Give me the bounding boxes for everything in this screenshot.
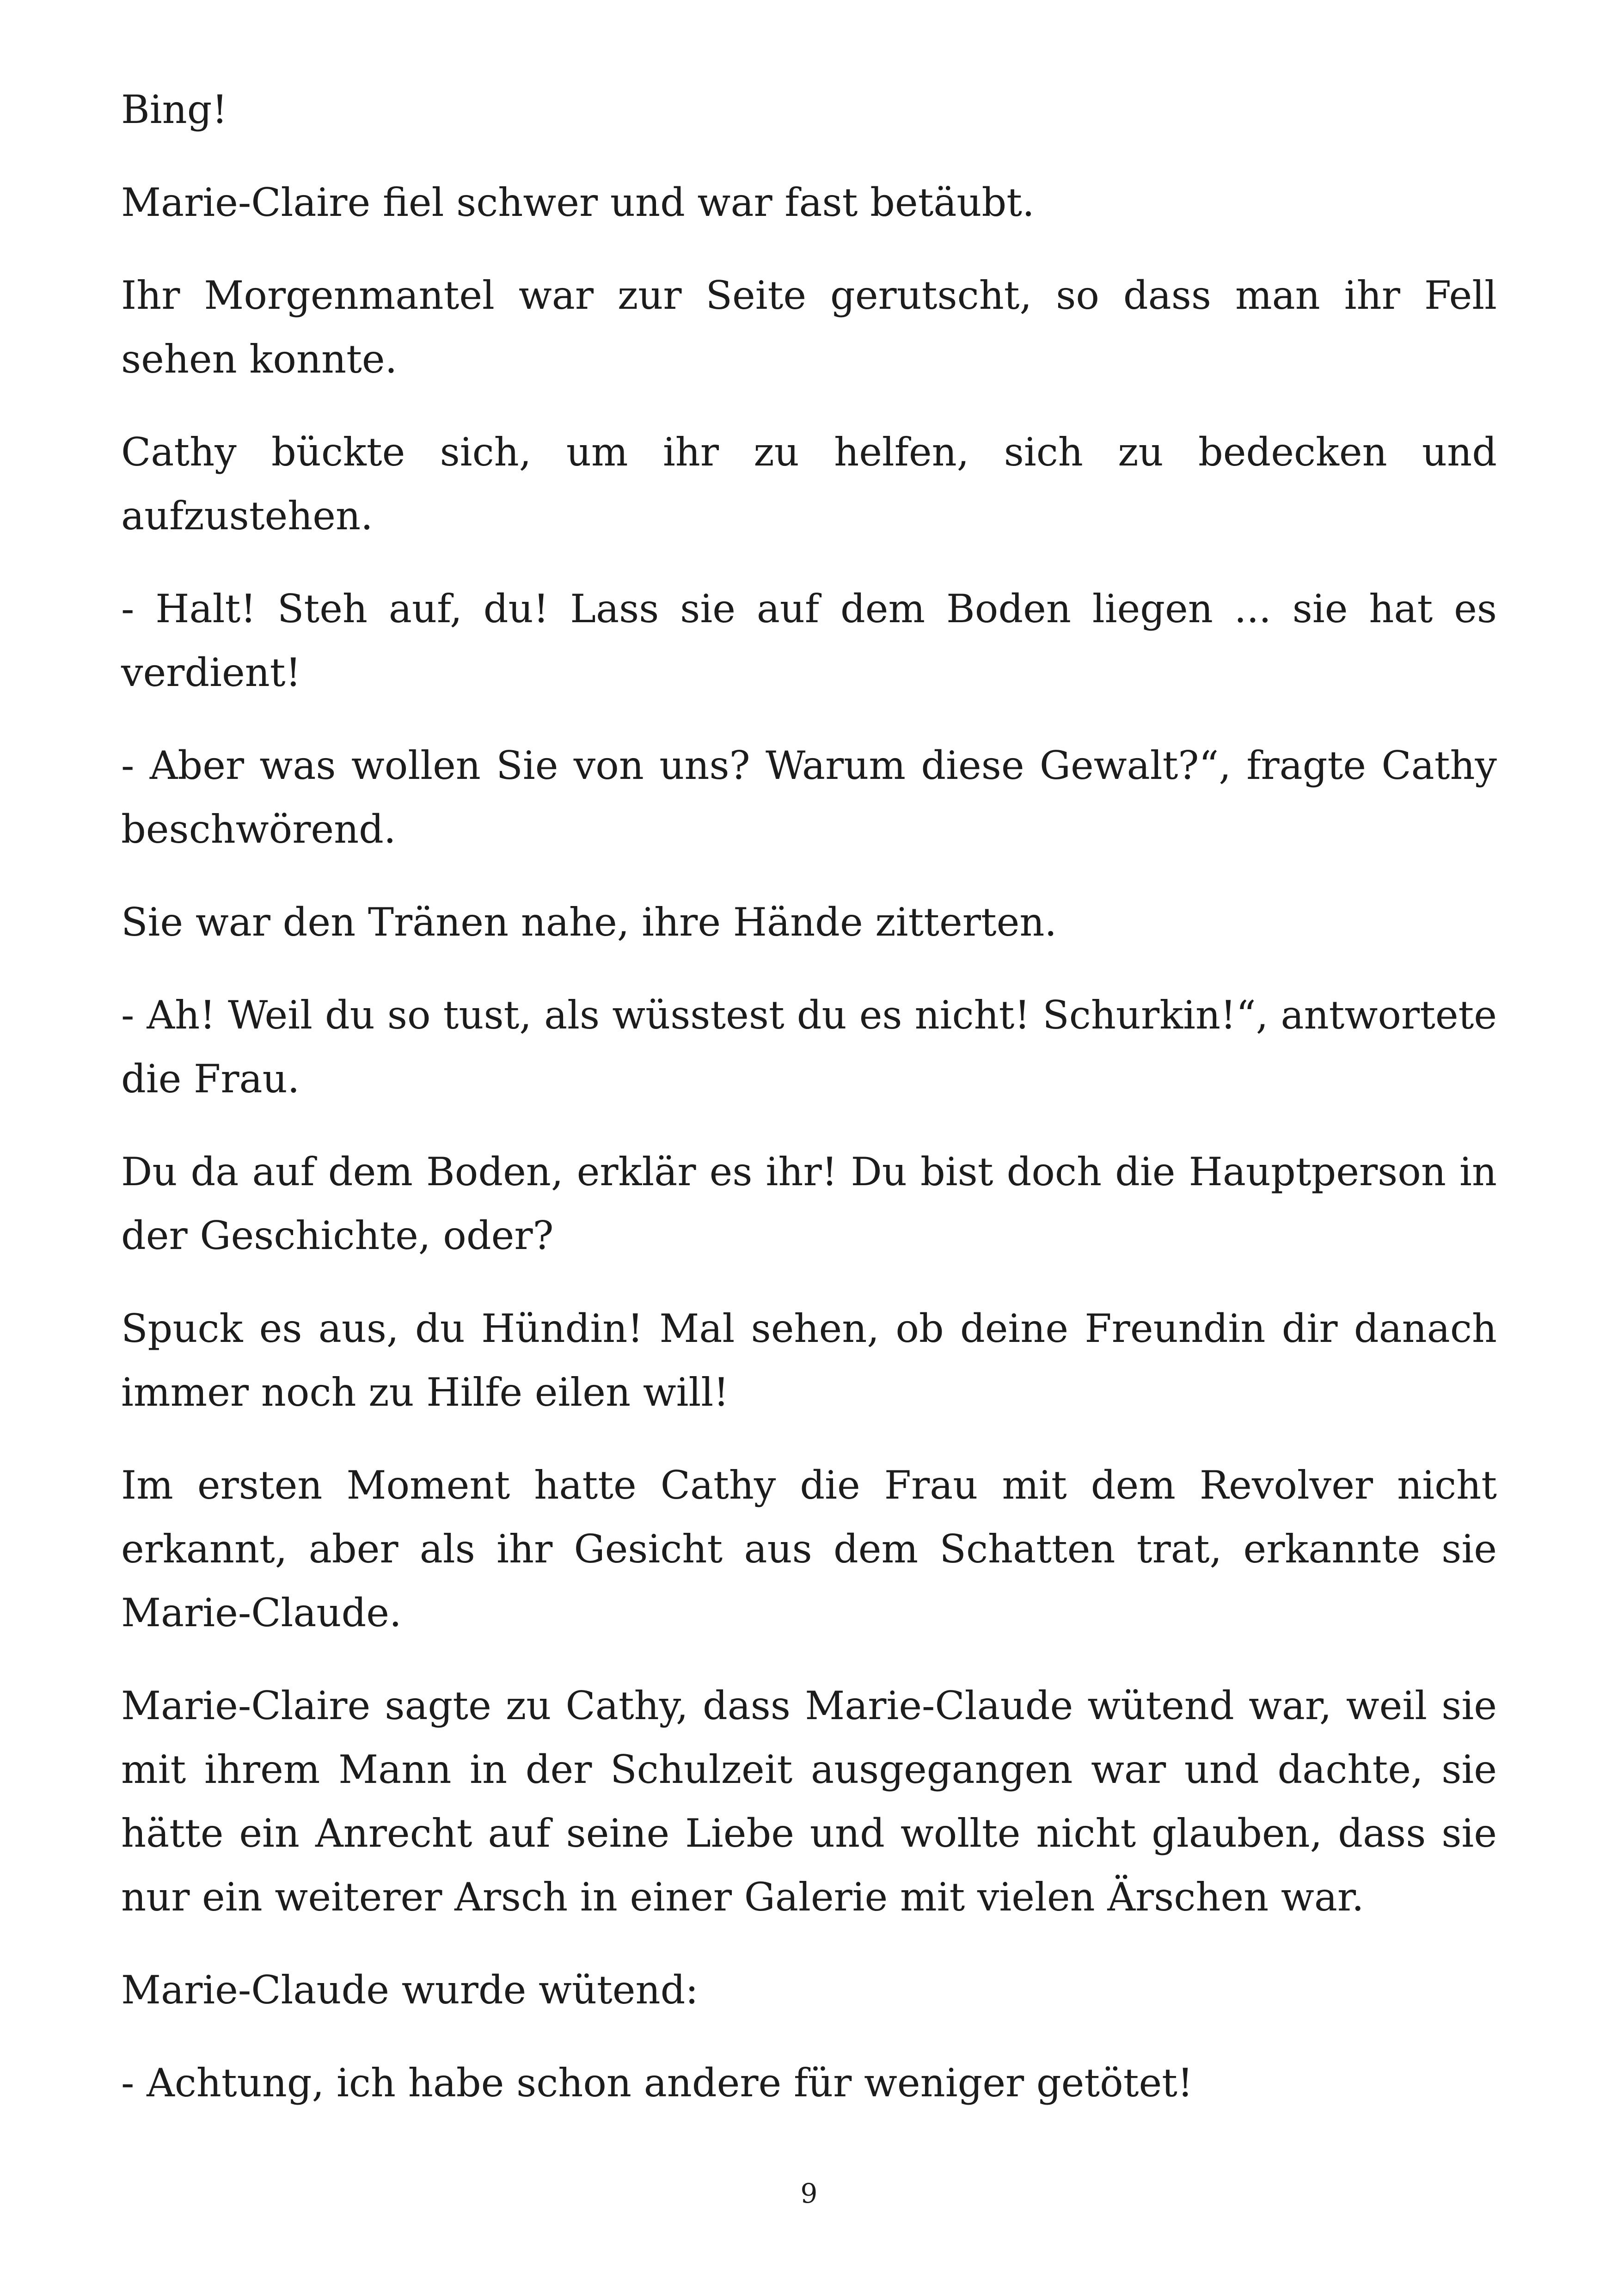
paragraph-7: Sie war den Tränen nahe, ihre Hände zitterten. <box>121 900 1057 945</box>
paragraph-11: Im ersten Moment hatte Cathy die Frau mit dem Revolver nicht erkannt, aber als ihr Gesicht aus dem Schatten trat, erkannte sie Marie-Claude. <box>121 1463 1497 1635</box>
paragraph-9: Du da auf dem Boden, erklär es ihr! Du bist doch die Hauptperson in der Geschichte, oder? <box>121 1149 1497 1258</box>
paragraph-4: Cathy bückte sich, um ihr zu helfen, sich zu bedecken und aufzustehen. <box>121 429 1497 539</box>
paragraph-3: Ihr Morgenmantel war zur Seite gerutscht, so dass man ihr Fell sehen konnte. <box>121 273 1497 382</box>
paragraph-10: Spuck es aus, du Hündin! Mal sehen, ob deine Freundin dir danach immer noch zu Hilfe eilen will! <box>121 1306 1497 1415</box>
paragraph-13: Marie-Claude wurde wütend: <box>121 1967 699 2013</box>
paragraph-8: - Ah! Weil du so tust, als wüsstest du es nicht! Schurkin!“, antwortete die Frau. <box>121 992 1497 1102</box>
page-number: 9 <box>800 2178 818 2209</box>
paragraph-1: Bing! <box>121 87 228 132</box>
paragraph-5: - Halt! Steh auf, du! Lass sie auf dem Boden liegen ... sie hat es verdient! <box>121 586 1497 695</box>
paragraph-12: Marie-Claire sagte zu Cathy, dass Marie-Claude wütend war, weil sie mit ihrem Mann in der Schulzeit ausgegangen war und dachte, sie hätte ein Anrecht auf seine Liebe und wollte nicht glauben, dass sie nur ein weiterer Arsch in einer Galerie mit vielen Ärschen war. <box>121 1683 1497 1920</box>
paragraph-2: Marie-Claire fiel schwer und war fast betäubt. <box>121 180 1035 225</box>
body-text <box>121 78 1497 2144</box>
paragraph-6: - Aber was wollen Sie von uns? Warum diese Gewalt?“, fragte Cathy beschwörend. <box>121 743 1497 852</box>
paragraph-14: - Achtung, ich habe schon andere für weniger getötet! <box>121 2060 1193 2106</box>
